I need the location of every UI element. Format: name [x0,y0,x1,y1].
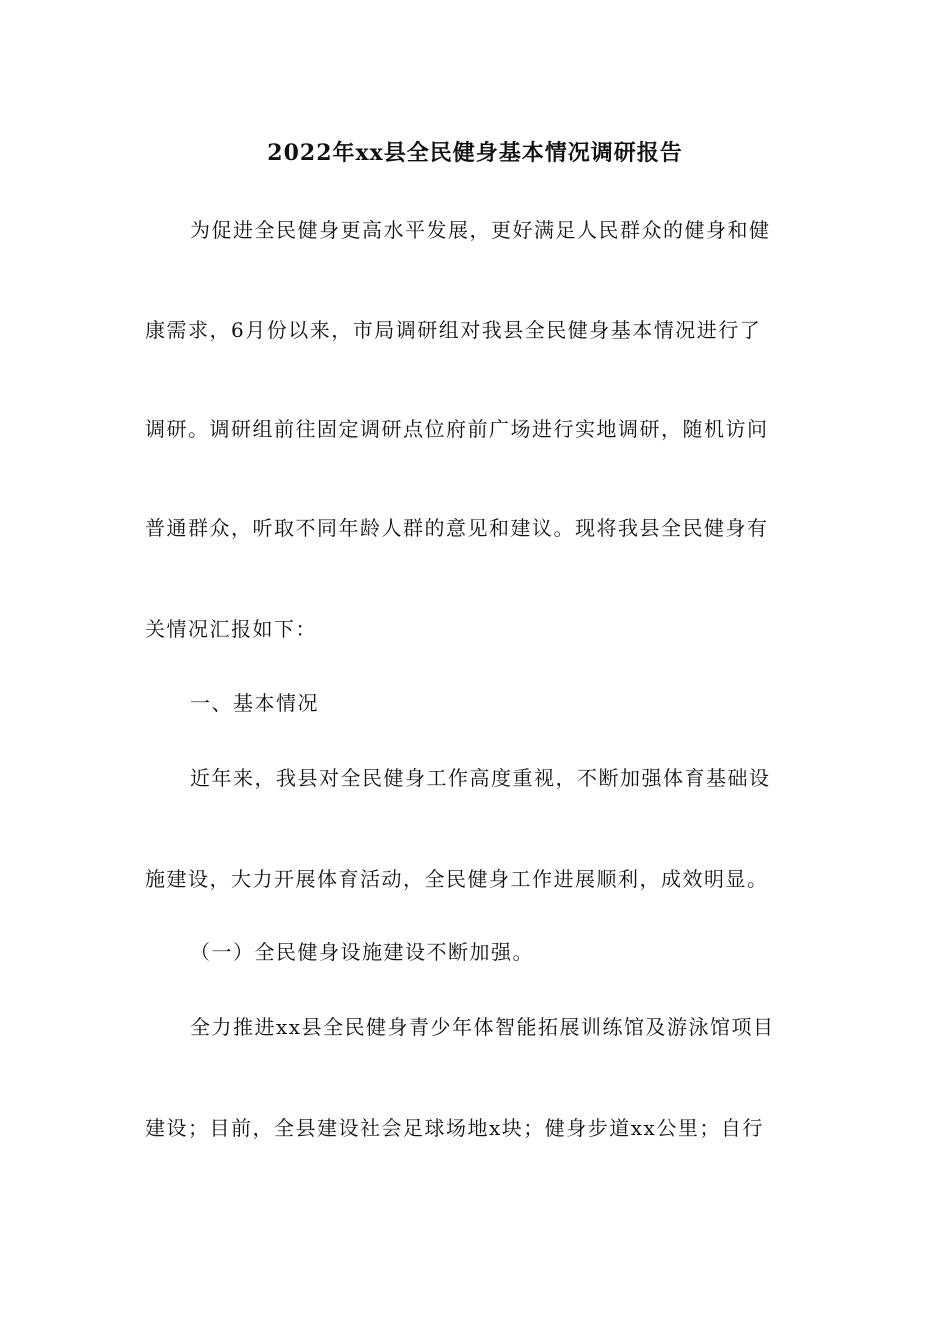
paragraph-line-5: 关情况汇报如下： [145,617,317,641]
paragraph-line-6: 近年来，我县对全民健身工作高度重视，不断加强体育基础设 [190,766,771,790]
section-heading: 一、基本情况 [190,691,319,715]
paragraph-line-9: 建设；目前，全县建设社会足球场地x块；健身步道xx公里；自行 [145,1116,764,1140]
paragraph-line-7: 施建设，大力开展体育活动，全民健身工作进展顺利，成效明显。 [145,867,769,891]
paragraph-line-1: 为促进全民健身更高水平发展，更好满足人民群众的健身和健 [190,218,771,242]
paragraph-line-8: 全力推进xx县全民健身青少年体智能拓展训练馆及游泳馆项目 [190,1015,775,1039]
subsection-heading: （一）全民健身设施建设不断加强。 [190,940,534,964]
paragraph-line-3: 调研。调研组前往固定调研点位府前广场进行实地调研，随机访问 [145,417,769,441]
paragraph-line-2: 康需求，6月份以来，市局调研组对我县全民健身基本情况进行了 [145,318,762,342]
paragraph-line-4: 普通群众，听取不同年龄人群的意见和建议。现将我县全民健身有 [145,516,769,540]
document-title: 2022年xx县全民健身基本情况调研报告 [267,140,683,166]
